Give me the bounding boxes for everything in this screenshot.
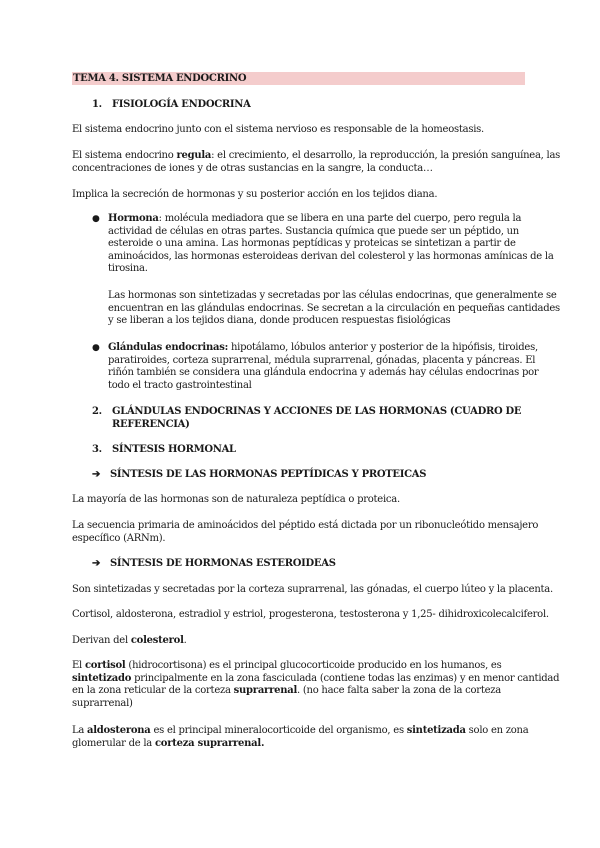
arrow-right-icon: ➔ <box>92 558 101 569</box>
document-title: TEMA 4. SISTEMA ENDOCRINO <box>73 73 247 84</box>
paragraph-secrecion: Implica la secreción de hormonas y su posterior acción en los tejidos diana. <box>72 189 438 200</box>
paragraph-cortisol: El cortisol (hidrocortisona) es el principal glucocorticoide producido en los humanos, es sintetizado principalmente en la zona fasciculada (contiene todas las enzimas) y en menor cantidad en la zona reticular de la corteza suprarrenal. (no hace falta saber la zona de la corteza suprarrenal) <box>72 660 560 709</box>
paragraph-sintetizadas: Son sintetizadas y secretadas por la corteza suprarrenal, las gónadas, el cuerpo lúteo y la placenta. <box>72 584 553 595</box>
arrow-right-icon: ➔ <box>92 469 101 480</box>
paragraph-lista-hormonas: Cortisol, aldosterona, estradiol y estriol, progesterona, testosterona y 1,25- dihidroxicolecalciferol. <box>72 609 549 620</box>
paragraph-regula: El sistema endocrino regula: el crecimiento, el desarrollo, la reproducción, la presión sanguínea, las concentraciones de iones y de otras sustancias en la sangre, la conducta… <box>72 150 561 174</box>
subsection-esteroideas-heading: ➔ SÍNTESIS DE HORMONAS ESTEROIDEAS <box>92 558 336 569</box>
paragraph-aldosterona: La aldosterona es el principal mineralocorticoide del organismo, es sintetizada solo en zona glomerular de la corteza suprarrenal. <box>72 725 529 749</box>
bullet-glandulas: Glándulas endocrinas: hipotálamo, lóbulos anterior y posterior de la hipófisis, tiroides, paratiroides, corteza suprarrenal, médula suprarrenal, gónadas, placenta y páncreas. El riñón también se considera una glándula endocrina y además hay células endocrinas por todo el tracto gastrointestinal <box>108 342 539 391</box>
subsection-peptidicas-heading: ➔ SÍNTESIS DE LAS HORMONAS PEPTÍDICAS Y PROTEICAS <box>92 469 427 480</box>
section-1-heading: 1. FISIOLOGÍA ENDOCRINA <box>92 99 251 110</box>
bullet-hormona: Hormona: molécula mediadora que se libera en una parte del cuerpo, pero regula la actividad de células en otras partes. Sustancia química que puede ser un péptido, un esteroide o una amina. Las hormonas peptídicas y proteicas se sintetizan a partir de aminoácidos, las hormonas esteroideas derivan del colesterol y las hormonas amínicas de la tirosina. <box>108 213 554 274</box>
paragraph-homeostasis: El sistema endocrino junto con el sistema nervioso es responsable de la homeostasis. <box>72 124 484 135</box>
paragraph-naturaleza: La mayoría de las hormonas son de naturaleza peptídica o proteica. <box>72 494 400 505</box>
section-2-heading: 2. GLÁNDULAS ENDOCRINAS Y ACCIONES DE LAS HORMONAS (CUADRO DE REFERENCIA) <box>92 406 522 430</box>
paragraph-colesterol: Derivan del colesterol. <box>72 635 187 646</box>
paragraph-secuencia: La secuencia primaria de aminoácidos del péptido está dictada por un ribonucleótido mensajero específico (ARNm). <box>72 520 539 544</box>
paragraph-secretadas: Las hormonas son sintetizadas y secretadas por las células endocrinas, que generalmente se encuentran en las glándulas endocrinas. Se secretan a la circulación en pequeñas cantidades y se liberan a los tejidos diana, donde producen respuestas fisiológicas <box>108 290 560 326</box>
bullet-icon: ● <box>92 214 100 224</box>
bullet-icon: ● <box>92 343 100 353</box>
section-3-heading: 3. SÍNTESIS HORMONAL <box>92 444 236 455</box>
